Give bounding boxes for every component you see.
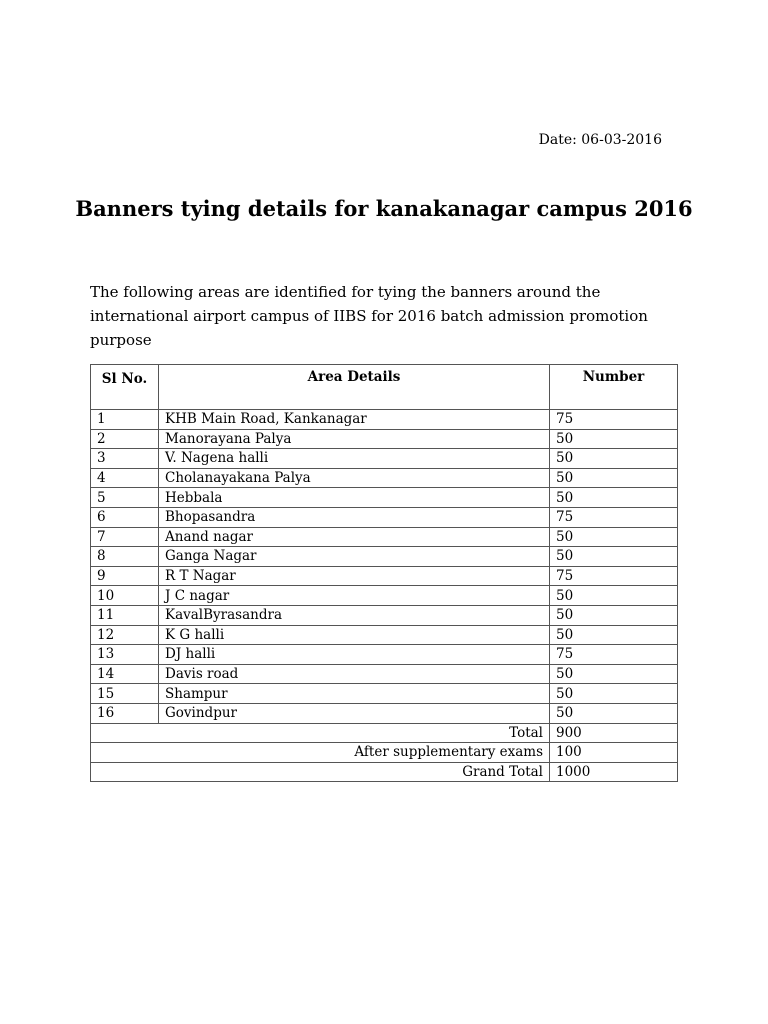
table-row bbox=[91, 547, 678, 567]
cell-number: 50 bbox=[550, 449, 678, 469]
column-header-number: Number bbox=[550, 365, 678, 410]
table-header-row bbox=[91, 365, 678, 410]
cell-area-details: R T Nagar bbox=[159, 566, 550, 586]
summary-label: After supplementary exams bbox=[91, 743, 550, 763]
cell-area-details: V. Nagena halli bbox=[159, 449, 550, 469]
cell-number: 50 bbox=[550, 684, 678, 704]
cell-number: 50 bbox=[550, 605, 678, 625]
intro-paragraph: The following areas are identified for tying the banners around the international airport campus of IIBS for 2016 batch admission promotion purpose bbox=[90, 283, 648, 349]
table-row bbox=[91, 449, 678, 469]
table-row bbox=[91, 703, 678, 723]
table-body bbox=[91, 410, 678, 782]
cell-area-details: KavalByrasandra bbox=[159, 605, 550, 625]
cell-sl-no: 4 bbox=[91, 468, 159, 488]
cell-sl-no: 14 bbox=[91, 664, 159, 684]
cell-area-details: Govindpur bbox=[159, 703, 550, 723]
cell-sl-no: 11 bbox=[91, 605, 159, 625]
cell-area-details: Davis road bbox=[159, 664, 550, 684]
cell-sl-no: 5 bbox=[91, 488, 159, 508]
summary-value: 100 bbox=[550, 743, 678, 763]
table-row bbox=[91, 566, 678, 586]
cell-number: 75 bbox=[550, 507, 678, 527]
cell-number: 50 bbox=[550, 703, 678, 723]
table-row bbox=[91, 645, 678, 665]
cell-number: 75 bbox=[550, 645, 678, 665]
table-row bbox=[91, 684, 678, 704]
cell-sl-no: 8 bbox=[91, 547, 159, 567]
cell-number: 75 bbox=[550, 410, 678, 430]
cell-number: 75 bbox=[550, 566, 678, 586]
cell-area-details: Anand nagar bbox=[159, 527, 550, 547]
cell-area-details: Manorayana Palya bbox=[159, 429, 550, 449]
cell-area-details: K G halli bbox=[159, 625, 550, 645]
summary-value: 900 bbox=[550, 723, 678, 743]
cell-sl-no: 7 bbox=[91, 527, 159, 547]
cell-area-details: Hebbala bbox=[159, 488, 550, 508]
table-row bbox=[91, 468, 678, 488]
table-row bbox=[91, 429, 678, 449]
column-header-area-details: Area Details bbox=[159, 365, 550, 410]
summary-row bbox=[91, 762, 678, 782]
cell-sl-no: 9 bbox=[91, 566, 159, 586]
cell-area-details: Cholanayakana Palya bbox=[159, 468, 550, 488]
banners-table bbox=[90, 364, 678, 782]
cell-number: 50 bbox=[550, 664, 678, 684]
cell-number: 50 bbox=[550, 625, 678, 645]
cell-sl-no: 2 bbox=[91, 429, 159, 449]
table-row bbox=[91, 586, 678, 606]
cell-area-details: KHB Main Road, Kankanagar bbox=[159, 410, 550, 430]
cell-area-details: J C nagar bbox=[159, 586, 550, 606]
cell-area-details: Shampur bbox=[159, 684, 550, 704]
cell-sl-no: 12 bbox=[91, 625, 159, 645]
cell-sl-no: 3 bbox=[91, 449, 159, 469]
summary-row bbox=[91, 723, 678, 743]
cell-sl-no: 13 bbox=[91, 645, 159, 665]
table-row bbox=[91, 625, 678, 645]
cell-sl-no: 10 bbox=[91, 586, 159, 606]
table-row bbox=[91, 410, 678, 430]
cell-area-details: Bhopasandra bbox=[159, 507, 550, 527]
cell-number: 50 bbox=[550, 429, 678, 449]
cell-sl-no: 16 bbox=[91, 703, 159, 723]
document-date: Date: 06-03-2016 bbox=[538, 132, 662, 148]
summary-value: 1000 bbox=[550, 762, 678, 782]
summary-row bbox=[91, 743, 678, 763]
table-row bbox=[91, 507, 678, 527]
cell-number: 50 bbox=[550, 547, 678, 567]
cell-sl-no: 1 bbox=[91, 410, 159, 430]
summary-label: Total bbox=[91, 723, 550, 743]
cell-sl-no: 15 bbox=[91, 684, 159, 704]
summary-label: Grand Total bbox=[91, 762, 550, 782]
cell-sl-no: 6 bbox=[91, 507, 159, 527]
cell-area-details: DJ halli bbox=[159, 645, 550, 665]
table-row bbox=[91, 527, 678, 547]
cell-number: 50 bbox=[550, 586, 678, 606]
cell-number: 50 bbox=[550, 468, 678, 488]
column-header-sl-no: Sl No. bbox=[91, 365, 159, 410]
table-row bbox=[91, 664, 678, 684]
document-title: Banners tying details for kanakanagar campus 2016 bbox=[75, 196, 693, 221]
cell-number: 50 bbox=[550, 488, 678, 508]
cell-number: 50 bbox=[550, 527, 678, 547]
table-row bbox=[91, 488, 678, 508]
table-row bbox=[91, 605, 678, 625]
cell-area-details: Ganga Nagar bbox=[159, 547, 550, 567]
